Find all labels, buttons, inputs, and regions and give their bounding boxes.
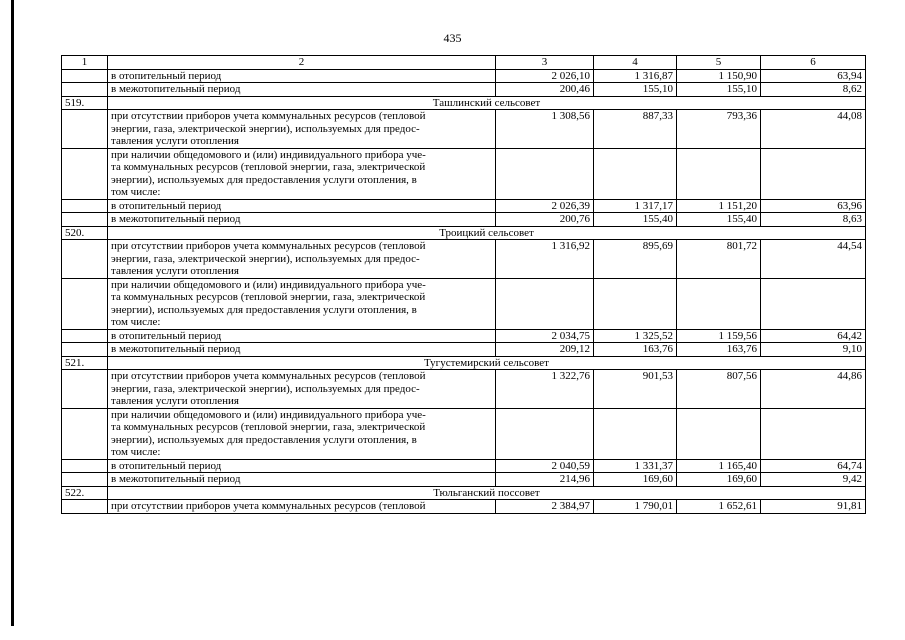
row-label: в межотопительный период <box>108 343 496 357</box>
description-line: энергии, газа, электрической энергии), используемых для предос- <box>111 252 420 265</box>
description-line: тавления услуги отопления <box>111 395 239 407</box>
value-col-5: 807,56 <box>677 370 761 409</box>
value-col-4: 163,76 <box>594 343 677 357</box>
table-row <box>62 110 866 149</box>
value-col-4: 887,33 <box>594 110 677 149</box>
value-col-3: 1 308,56 <box>496 110 594 149</box>
row-number-empty <box>62 83 108 97</box>
section-header-row <box>62 226 866 240</box>
value-empty <box>677 148 761 199</box>
value-empty <box>677 278 761 329</box>
table-row <box>62 500 866 514</box>
value-empty <box>594 148 677 199</box>
value-col-6: 44,08 <box>761 110 866 149</box>
value-col-3: 2 384,97 <box>496 500 594 514</box>
value-col-6: 8,62 <box>761 83 866 97</box>
note-line: та коммунальных ресурсов (тепловой энергии, газа, электрической <box>111 291 426 303</box>
value-col-4: 169,60 <box>594 473 677 487</box>
row-number-empty <box>62 69 108 83</box>
value-col-6: 64,42 <box>761 329 866 343</box>
row-label: при отсутствии приборов учета коммунальных ресурсов (тепловой <box>108 500 496 514</box>
row-label: в отопительный период <box>108 69 496 83</box>
row-number-empty <box>62 240 108 279</box>
row-description <box>108 148 496 199</box>
section-header-row <box>62 96 866 110</box>
value-col-5: 155,10 <box>677 83 761 97</box>
value-col-6: 44,54 <box>761 240 866 279</box>
column-header: 1 <box>62 56 108 70</box>
value-col-3: 2 034,75 <box>496 329 594 343</box>
section-header-row <box>62 356 866 370</box>
value-col-5: 793,36 <box>677 110 761 149</box>
note-row <box>62 148 866 199</box>
value-empty <box>761 278 866 329</box>
row-number-empty <box>62 408 108 459</box>
section-title: Тугустемирский сельсовет <box>108 356 866 370</box>
note-line: та коммунальных ресурсов (тепловой энергии, газа, электрической <box>111 421 426 433</box>
table-row <box>62 240 866 279</box>
section-title: Троицкий сельсовет <box>108 226 866 240</box>
note-line: при наличии общедомового и (или) индивидуального прибора уче- <box>111 278 426 291</box>
table-body <box>62 56 866 514</box>
table-row <box>62 83 866 97</box>
table-row <box>62 343 866 357</box>
value-col-5: 163,76 <box>677 343 761 357</box>
value-col-5: 1 165,40 <box>677 459 761 473</box>
table-row <box>62 459 866 473</box>
value-col-3: 2 026,39 <box>496 199 594 213</box>
value-col-5: 1 151,20 <box>677 199 761 213</box>
row-label: в межотопительный период <box>108 83 496 97</box>
column-header: 5 <box>677 56 761 70</box>
value-col-3: 1 322,76 <box>496 370 594 409</box>
row-label: в отопительный период <box>108 199 496 213</box>
value-col-5: 169,60 <box>677 473 761 487</box>
description-line: тавления услуги отопления <box>111 265 239 277</box>
row-description <box>108 278 496 329</box>
table-row <box>62 213 866 227</box>
value-col-4: 901,53 <box>594 370 677 409</box>
row-label: в межотопительный период <box>108 473 496 487</box>
table-row <box>62 370 866 409</box>
row-number-empty <box>62 459 108 473</box>
row-description <box>108 110 496 149</box>
value-col-4: 1 316,87 <box>594 69 677 83</box>
note-line: при наличии общедомового и (или) индивидуального прибора уче- <box>111 148 426 161</box>
tariff-table <box>61 55 866 514</box>
note-line: том числе: <box>111 186 161 198</box>
value-col-6: 8,63 <box>761 213 866 227</box>
value-empty <box>594 278 677 329</box>
description-line: энергии, газа, электрической энергии), используемых для предос- <box>111 382 420 395</box>
page-number: 435 <box>443 31 462 45</box>
column-header: 6 <box>761 56 866 70</box>
row-number-empty <box>62 278 108 329</box>
row-number-empty <box>62 370 108 409</box>
column-header: 4 <box>594 56 677 70</box>
row-number-empty <box>62 343 108 357</box>
value-col-5: 155,40 <box>677 213 761 227</box>
value-empty <box>496 148 594 199</box>
value-col-6: 64,74 <box>761 459 866 473</box>
row-number-empty <box>62 329 108 343</box>
value-empty <box>594 408 677 459</box>
table-row <box>62 69 866 83</box>
value-col-3: 2 040,59 <box>496 459 594 473</box>
note-line: том числе: <box>111 446 161 458</box>
section-number: 520. <box>62 226 108 240</box>
section-number: 522. <box>62 486 108 500</box>
value-col-6: 63,94 <box>761 69 866 83</box>
table-row <box>62 329 866 343</box>
note-line: том числе: <box>111 316 161 328</box>
value-col-6: 44,86 <box>761 370 866 409</box>
value-col-3: 209,12 <box>496 343 594 357</box>
section-number: 521. <box>62 356 108 370</box>
table-header-row <box>62 56 866 70</box>
row-number-empty <box>62 148 108 199</box>
row-label: в отопительный период <box>108 459 496 473</box>
value-col-6: 9,42 <box>761 473 866 487</box>
note-row <box>62 408 866 459</box>
value-col-5: 1 159,56 <box>677 329 761 343</box>
value-col-4: 155,10 <box>594 83 677 97</box>
value-empty <box>496 408 594 459</box>
row-description <box>108 370 496 409</box>
value-empty <box>496 278 594 329</box>
section-title: Ташлинский сельсовет <box>108 96 866 110</box>
row-label: в межотопительный период <box>108 213 496 227</box>
table-row <box>62 473 866 487</box>
value-empty <box>677 408 761 459</box>
value-col-4: 155,40 <box>594 213 677 227</box>
page-edge-bar <box>11 0 14 626</box>
value-col-3: 214,96 <box>496 473 594 487</box>
value-col-5: 1 652,61 <box>677 500 761 514</box>
description-line: при отсутствии приборов учета коммунальных ресурсов (тепловой <box>111 370 426 382</box>
value-col-4: 1 325,52 <box>594 329 677 343</box>
row-description <box>108 240 496 279</box>
note-line: энергии), используемых для предоставления услуги отопления, в <box>111 433 417 446</box>
value-col-4: 895,69 <box>594 240 677 279</box>
description-line: при отсутствии приборов учета коммунальных ресурсов (тепловой <box>111 240 426 252</box>
row-description <box>108 408 496 459</box>
value-col-5: 801,72 <box>677 240 761 279</box>
description-line: при отсутствии приборов учета коммунальных ресурсов (тепловой <box>111 110 426 122</box>
row-number-empty <box>62 500 108 514</box>
value-col-6: 63,96 <box>761 199 866 213</box>
value-col-4: 1 317,17 <box>594 199 677 213</box>
value-col-3: 2 026,10 <box>496 69 594 83</box>
table-row <box>62 199 866 213</box>
column-header: 2 <box>108 56 496 70</box>
column-header: 3 <box>496 56 594 70</box>
section-title: Тюльганский поссовет <box>108 486 866 500</box>
value-col-6: 91,81 <box>761 500 866 514</box>
note-line: энергии), используемых для предоставления услуги отопления, в <box>111 303 417 316</box>
row-number-empty <box>62 473 108 487</box>
note-row <box>62 278 866 329</box>
section-number: 519. <box>62 96 108 110</box>
value-col-4: 1 331,37 <box>594 459 677 473</box>
row-number-empty <box>62 110 108 149</box>
value-col-3: 1 316,92 <box>496 240 594 279</box>
note-line: при наличии общедомового и (или) индивидуального прибора уче- <box>111 408 426 421</box>
row-number-empty <box>62 199 108 213</box>
row-number-empty <box>62 213 108 227</box>
note-line: энергии), используемых для предоставления услуги отопления, в <box>111 173 417 186</box>
value-empty <box>761 408 866 459</box>
section-header-row <box>62 486 866 500</box>
description-line: тавления услуги отопления <box>111 135 239 147</box>
value-col-6: 9,10 <box>761 343 866 357</box>
value-col-3: 200,76 <box>496 213 594 227</box>
value-col-4: 1 790,01 <box>594 500 677 514</box>
note-line: та коммунальных ресурсов (тепловой энергии, газа, электрической <box>111 161 426 173</box>
value-col-3: 200,46 <box>496 83 594 97</box>
row-label: в отопительный период <box>108 329 496 343</box>
value-col-5: 1 150,90 <box>677 69 761 83</box>
value-empty <box>761 148 866 199</box>
description-line: энергии, газа, электрической энергии), используемых для предос- <box>111 122 420 135</box>
